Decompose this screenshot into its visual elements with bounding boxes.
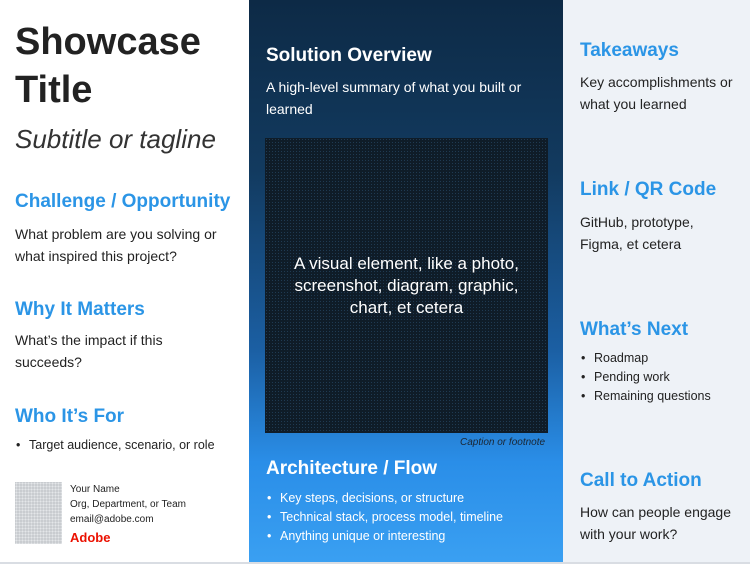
challenge-text: What problem are you solving or what inspired this project? — [15, 226, 217, 264]
list-item: • Remaining questions — [580, 387, 745, 406]
who-heading: Who It’s For — [15, 406, 125, 427]
list-item: • Roadmap — [580, 349, 745, 368]
adobe-logo: Adobe — [70, 530, 111, 545]
caption: Caption or footnote — [460, 437, 546, 448]
contact-block — [70, 482, 186, 527]
list-item: • Key steps, decisions, or structure — [266, 489, 556, 508]
takeaways-text: Key accomplishments or what you learned — [580, 74, 733, 112]
showcase-title: Showcase Title — [15, 21, 201, 111]
list-item: • Pending work — [580, 368, 745, 387]
avatar-placeholder-icon — [15, 482, 62, 544]
contact-email[interactable]: email@adobe.com — [70, 514, 154, 525]
solution-heading: Solution Overview — [266, 45, 432, 66]
takeaways-heading: Takeaways — [580, 40, 679, 61]
why-text: What’s the impact if this succeeds? — [15, 332, 163, 370]
link-heading: Link / QR Code — [580, 179, 717, 200]
visual-placeholder-text: A visual element, like a photo, screenshot, diagram, graphic, chart, et cetera — [294, 253, 519, 317]
contact-org: Org, Department, or Team — [70, 499, 186, 510]
list-item: • Target audience, scenario, or role — [15, 436, 245, 455]
list-item: • Anything unique or interesting — [266, 527, 556, 546]
architecture-heading: Architecture / Flow — [266, 458, 438, 479]
solution-text: A high-level summary of what you built or learned — [266, 79, 522, 117]
list-item: • Technical stack, process model, timeline — [266, 508, 556, 527]
challenge-heading: Challenge / Opportunity — [15, 191, 231, 212]
why-heading: Why It Matters — [15, 299, 145, 320]
call-to-action-heading: Call to Action — [580, 470, 702, 491]
call-to-action-text: How can people engage with your work? — [580, 504, 732, 542]
who-list — [15, 436, 245, 455]
visual-placeholder — [265, 138, 548, 433]
whats-next-heading: What’s Next — [580, 319, 689, 340]
whats-next-list — [580, 349, 745, 406]
contact-name: Your Name — [70, 484, 120, 495]
architecture-list — [266, 489, 556, 546]
subtitle: Subtitle or tagline — [15, 124, 216, 154]
link-text: GitHub, prototype, Figma, et cetera — [580, 214, 694, 252]
